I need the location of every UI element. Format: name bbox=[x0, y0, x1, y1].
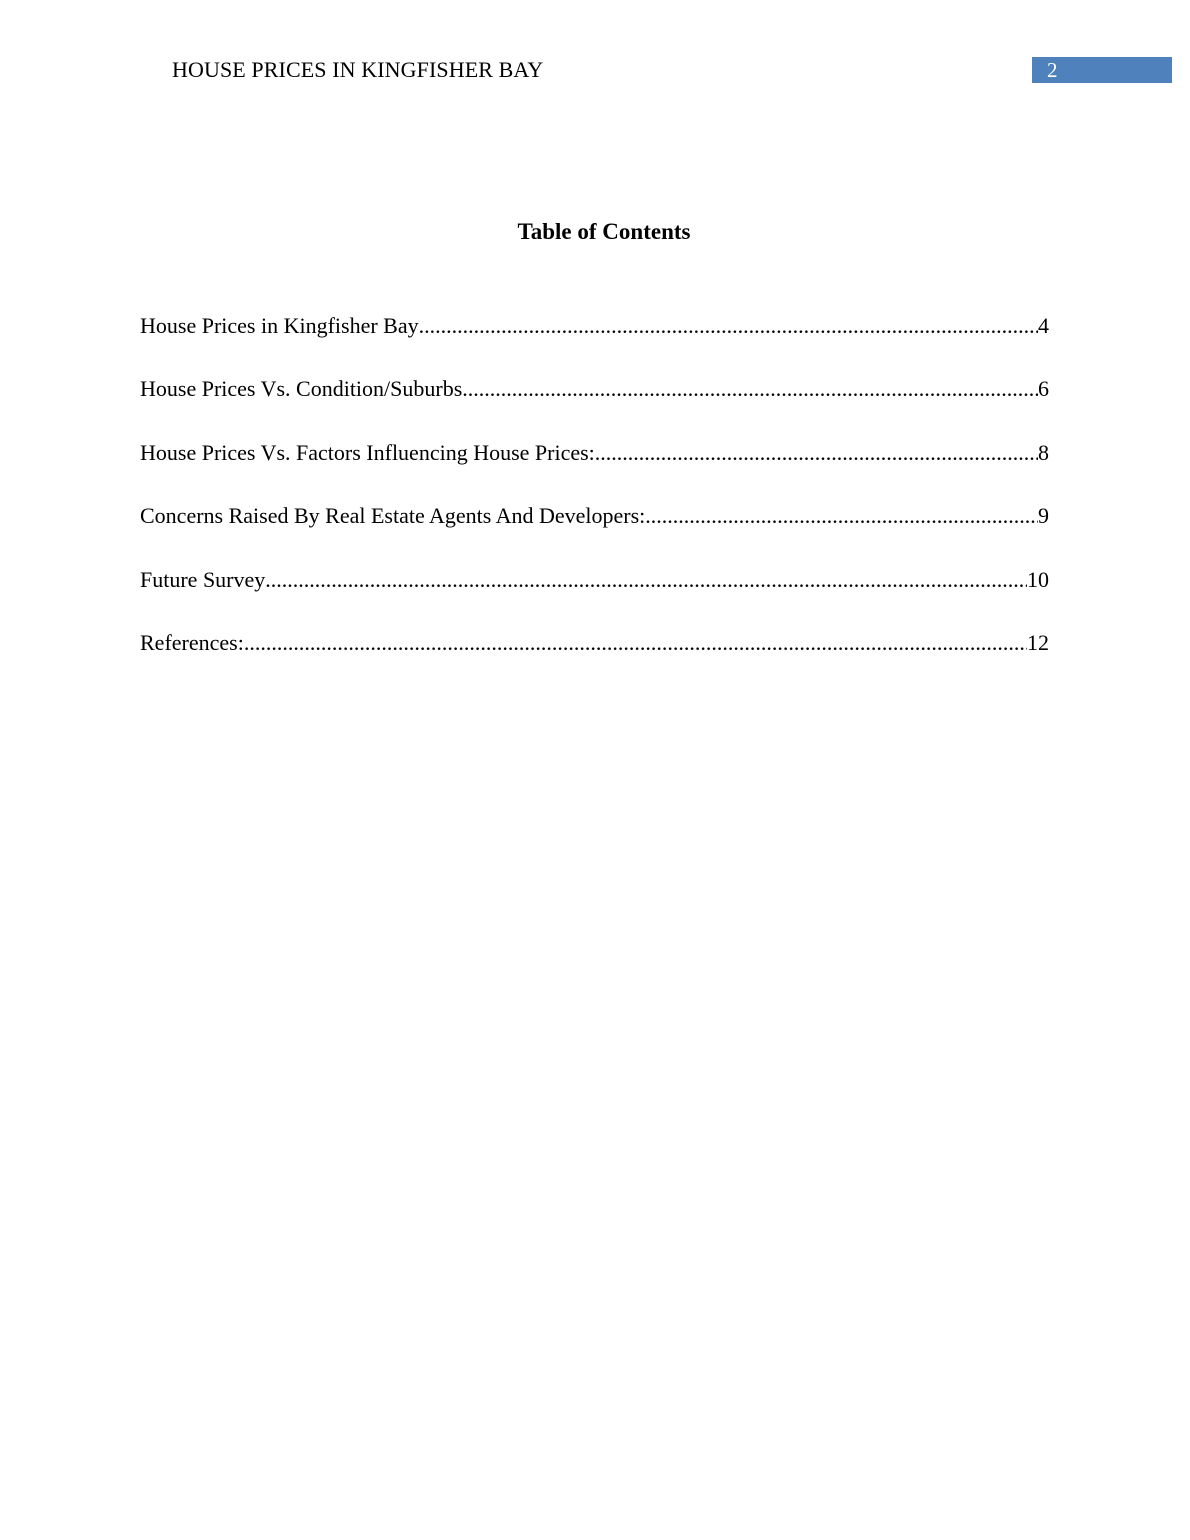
toc-dot-leader bbox=[595, 439, 1038, 467]
toc-entry[interactable] bbox=[140, 375, 1049, 438]
toc-entry-page: 12 bbox=[1027, 629, 1049, 655]
toc-entry-page: 6 bbox=[1038, 376, 1049, 402]
toc-entry[interactable] bbox=[140, 439, 1049, 502]
page-number-badge: 2 bbox=[1032, 57, 1172, 83]
toc-title: Table of Contents bbox=[517, 219, 691, 244]
toc-entry-page: 9 bbox=[1038, 503, 1049, 529]
toc-entry[interactable] bbox=[140, 312, 1049, 375]
toc-dot-leader bbox=[462, 375, 1038, 403]
toc-entry-page: 8 bbox=[1038, 439, 1049, 465]
toc-entry-text: References: bbox=[140, 629, 244, 655]
toc-dot-leader bbox=[419, 312, 1038, 340]
toc-dot-leader bbox=[645, 502, 1038, 530]
toc-entry[interactable] bbox=[140, 629, 1049, 692]
toc-dot-leader bbox=[265, 566, 1027, 594]
toc-entry-text: House Prices in Kingfisher Bay bbox=[140, 313, 419, 338]
toc-entry-page: 10 bbox=[1027, 566, 1049, 592]
toc-entry-text: House Prices Vs. Factors Influencing House Prices: bbox=[140, 439, 595, 465]
table-of-contents bbox=[140, 312, 1049, 692]
toc-entry[interactable] bbox=[140, 502, 1049, 565]
toc-entry-text: House Prices Vs. Condition/Suburbs bbox=[140, 376, 463, 402]
running-head: HOUSE PRICES IN KINGFISHER BAY bbox=[172, 57, 544, 82]
toc-entry-text: Concerns Raised By Real Estate Agents And Developers: bbox=[140, 503, 646, 529]
toc-entry-page: 4 bbox=[1038, 313, 1049, 338]
toc-dot-leader bbox=[244, 629, 1027, 657]
toc-entry-text: Future Survey bbox=[140, 566, 266, 592]
toc-entry[interactable] bbox=[140, 566, 1049, 629]
